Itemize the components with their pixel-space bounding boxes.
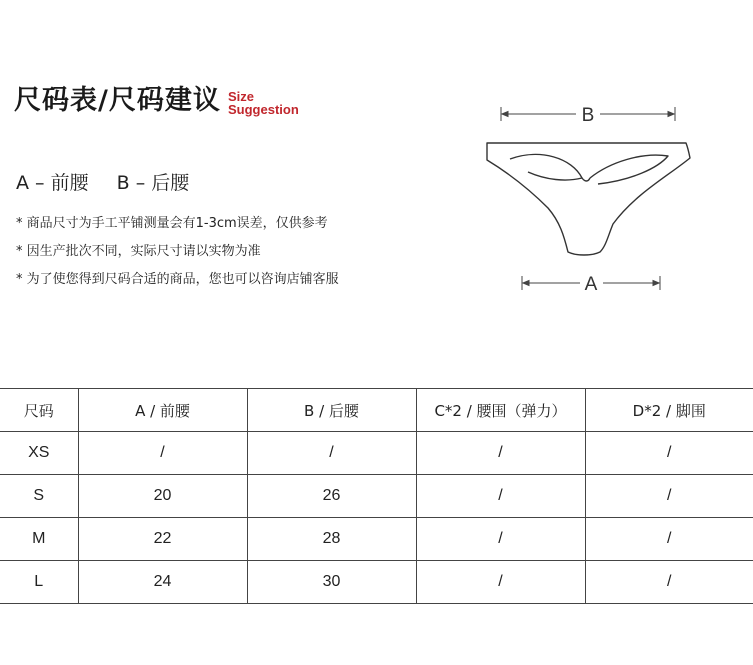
table-row xyxy=(0,475,753,518)
garment-diagram xyxy=(480,96,710,302)
note-item: * 为了使您得到尺码合适的商品，您也可以咨询店铺客服 xyxy=(16,272,339,287)
table-cell: 22 xyxy=(78,518,247,561)
legend-b: B – 后腰 xyxy=(116,172,190,194)
title-en-line1: Size xyxy=(228,89,255,104)
legend-a: A – 前腰 xyxy=(16,172,89,194)
header-waist-circumference: C*2 / 腰围（弹力） xyxy=(416,389,585,432)
table-row xyxy=(0,432,753,475)
header-back-waist: B / 后腰 xyxy=(247,389,416,432)
table-cell: 28 xyxy=(247,518,416,561)
table-cell: 24 xyxy=(78,561,247,604)
table-cell: / xyxy=(247,432,416,475)
dimension-b-label: B xyxy=(581,105,595,126)
dimension-a-label: A xyxy=(584,274,598,295)
table-cell: L xyxy=(0,561,78,604)
title-en-line2: Suggestion xyxy=(228,102,299,117)
header-front-waist: A / 前腰 xyxy=(78,389,247,432)
header-size: 尺码 xyxy=(0,389,78,432)
table-cell: S xyxy=(0,475,78,518)
table-row xyxy=(0,518,753,561)
table-header-row xyxy=(0,389,753,432)
table-cell: XS xyxy=(0,432,78,475)
table-cell: / xyxy=(585,475,753,518)
measurement-legend xyxy=(16,168,189,195)
table-cell: / xyxy=(416,561,585,604)
table-cell: 20 xyxy=(78,475,247,518)
table-cell: M xyxy=(0,518,78,561)
page-title: 尺码表/尺码建议 xyxy=(14,85,221,116)
notes-list xyxy=(16,214,339,298)
table-cell: / xyxy=(585,518,753,561)
page-title-english xyxy=(228,90,299,116)
table-cell: / xyxy=(416,518,585,561)
garment-outline xyxy=(487,143,690,255)
table-cell: / xyxy=(585,561,753,604)
note-item: * 商品尺寸为手工平铺测量会有1-3cm误差，仅供参考 xyxy=(16,216,328,231)
table-cell: 26 xyxy=(247,475,416,518)
header-leg-opening: D*2 / 脚围 xyxy=(585,389,753,432)
table-row xyxy=(0,561,753,604)
table-cell: / xyxy=(78,432,247,475)
table-cell: 30 xyxy=(247,561,416,604)
table-cell: / xyxy=(585,432,753,475)
size-table xyxy=(0,388,753,604)
table-cell: / xyxy=(416,432,585,475)
table-cell: / xyxy=(416,475,585,518)
note-item: * 因生产批次不同，实际尺寸请以实物为准 xyxy=(16,244,261,259)
